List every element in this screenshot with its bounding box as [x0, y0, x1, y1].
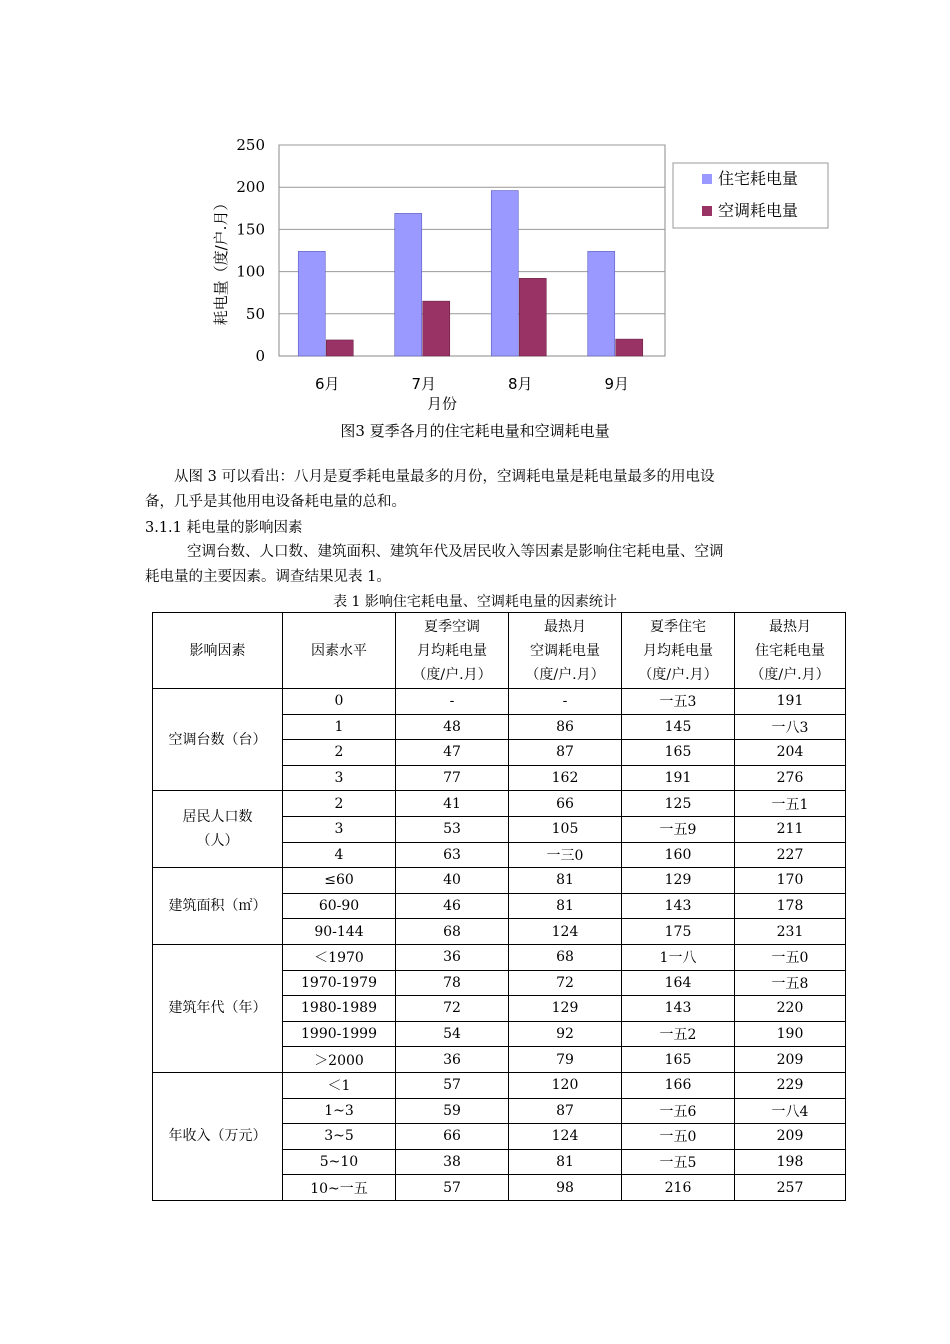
paragraph-2-line-2: 耗电量的主要因素。调查结果见表 1。	[145, 569, 391, 585]
table-cell: 143	[622, 893, 735, 919]
table-cell: 2	[283, 791, 396, 817]
table-cell: 81	[509, 868, 622, 894]
header-line: 月均耗电量	[643, 642, 713, 659]
table-cell: 165	[622, 740, 735, 766]
y-tick-label: 0	[255, 347, 265, 365]
table-cell: 63	[396, 842, 509, 868]
table-cell: 1一八	[622, 944, 735, 970]
x-tick-label: 7月	[411, 375, 437, 393]
legend-label: 住宅耗电量	[718, 169, 799, 188]
bar-residential	[491, 191, 518, 356]
table-cell: 36	[396, 944, 509, 970]
table-cell: 66	[396, 1124, 509, 1150]
bar-residential	[588, 251, 615, 356]
table-cell: 160	[622, 842, 735, 868]
table-header-cell	[283, 613, 396, 689]
table-cell: 124	[509, 919, 622, 945]
table-cell: 81	[509, 893, 622, 919]
table-cell: 一八3	[735, 714, 846, 740]
bar-chart-figure	[200, 130, 840, 410]
legend-swatch	[702, 206, 712, 216]
table-cell: 36	[396, 1047, 509, 1073]
table-cell: 143	[622, 996, 735, 1022]
table-cell: 231	[735, 919, 846, 945]
table-cell: 53	[396, 816, 509, 842]
header-line: 月均耗电量	[417, 642, 487, 659]
table-cell: 165	[622, 1047, 735, 1073]
table-cell: 一五6	[622, 1098, 735, 1124]
table-header-cell	[622, 613, 735, 689]
factor-cell	[153, 944, 283, 1072]
table-cell: 257	[735, 1175, 846, 1201]
table-cell: 125	[622, 791, 735, 817]
table-header-row	[153, 613, 846, 689]
y-axis-label: 耗电量（度/户.月）	[212, 195, 230, 326]
table-cell: 105	[509, 816, 622, 842]
table-cell: 81	[509, 1149, 622, 1175]
table-cell: 一八4	[735, 1098, 846, 1124]
table-cell: 164	[622, 970, 735, 996]
table-cell: ＜1970	[283, 944, 396, 970]
x-tick-label: 9月	[604, 375, 630, 393]
paragraph-2-line-1: 空调台数、人口数、建筑面积、建筑年代及居民收入等因素是影响住宅耗电量、空调	[187, 544, 724, 560]
y-tick-label: 100	[236, 262, 265, 281]
figure-caption: 图3 夏季各月的住宅耗电量和空调耗电量	[340, 422, 610, 440]
header-line: （度/户.月）	[750, 666, 830, 683]
table-cell: 120	[509, 1072, 622, 1098]
table-cell: 4	[283, 842, 396, 868]
table-cell: 一五5	[622, 1149, 735, 1175]
section-heading: 3.1.1 耗电量的影响因素	[145, 520, 303, 536]
factor-line: 建筑年代（年）	[168, 1000, 267, 1017]
header-line: 最热月	[769, 618, 811, 635]
table-cell: 一三0	[509, 842, 622, 868]
bar-residential	[298, 251, 325, 356]
table-cell: 一五0	[735, 944, 846, 970]
table-cell: 98	[509, 1175, 622, 1201]
table-cell: 170	[735, 868, 846, 894]
table-cell: 211	[735, 816, 846, 842]
bar-ac	[326, 340, 353, 356]
header-line: （度/户.月）	[525, 666, 605, 683]
table-cell: 86	[509, 714, 622, 740]
factor-table	[152, 612, 846, 1201]
table-cell: 191	[735, 689, 846, 715]
table-cell: 57	[396, 1175, 509, 1201]
factor-cell	[153, 689, 283, 791]
factor-line: 建筑面积（㎡）	[168, 898, 267, 915]
header-line: （度/户.月）	[638, 666, 718, 683]
table-cell: 41	[396, 791, 509, 817]
factor-line: （人）	[196, 833, 239, 850]
header-line: 影响因素	[189, 642, 246, 659]
table-header-cell	[509, 613, 622, 689]
header-line: 夏季空调	[424, 618, 480, 635]
header-line: 空调耗电量	[530, 642, 600, 659]
table-cell: 一五3	[622, 689, 735, 715]
table-cell: 1~3	[283, 1098, 396, 1124]
table-cell: 3~5	[283, 1124, 396, 1150]
paragraph-1-line-2: 备，几乎是其他用电设备耗电量的总和。	[145, 494, 406, 510]
table-cell: 129	[622, 868, 735, 894]
table-cell: 198	[735, 1149, 846, 1175]
header-line: （度/户.月）	[412, 666, 492, 683]
table-cell: 166	[622, 1072, 735, 1098]
bar-ac	[616, 339, 643, 356]
table-cell: 209	[735, 1047, 846, 1073]
table-cell: 1	[283, 714, 396, 740]
table-cell: 78	[396, 970, 509, 996]
table-cell: 87	[509, 740, 622, 766]
table-cell: 178	[735, 893, 846, 919]
header-line: 住宅耗电量	[755, 642, 825, 659]
table-cell: 1970-1979	[283, 970, 396, 996]
header-line: 最热月	[544, 618, 586, 635]
table-header-cell	[735, 613, 846, 689]
table-cell: ＜1	[283, 1072, 396, 1098]
table-cell: 145	[622, 714, 735, 740]
table-cell: 68	[509, 944, 622, 970]
legend-swatch	[702, 174, 712, 184]
table-cell: 72	[509, 970, 622, 996]
table-cell: ≤60	[283, 868, 396, 894]
factor-line: 空调台数（台）	[168, 731, 267, 748]
bar-chart	[200, 130, 840, 410]
table-cell: ＞2000	[283, 1047, 396, 1073]
table-cell: 92	[509, 1021, 622, 1047]
table-cell: 一五2	[622, 1021, 735, 1047]
table-cell: 66	[509, 791, 622, 817]
x-axis-label: 月份	[426, 395, 458, 410]
table-cell: -	[509, 689, 622, 715]
paragraph-2	[145, 540, 805, 590]
table-cell: 10~一五	[283, 1175, 396, 1201]
table-cell: 175	[622, 919, 735, 945]
table-cell: 46	[396, 893, 509, 919]
table-cell: 57	[396, 1072, 509, 1098]
y-tick-label: 250	[236, 136, 265, 154]
table-cell: 3	[283, 816, 396, 842]
table-cell: 47	[396, 740, 509, 766]
table-header-cell	[153, 613, 283, 689]
table-cell: 68	[396, 919, 509, 945]
table-cell: 216	[622, 1175, 735, 1201]
header-line: 因素水平	[311, 642, 367, 659]
legend-label: 空调耗电量	[718, 201, 799, 220]
table-cell: 一五8	[735, 970, 846, 996]
y-tick-label: 50	[245, 304, 265, 323]
paragraph-1-line-1: 从图 3 可以看出：八月是夏季耗电量最多的月份，空调耗电量是耗电量最多的用电设	[174, 469, 715, 485]
table-cell: 162	[509, 765, 622, 791]
table-cell: 79	[509, 1047, 622, 1073]
table-row	[153, 944, 846, 970]
table-row	[153, 1072, 846, 1098]
x-tick-label: 6月	[314, 375, 340, 393]
table-cell: 190	[735, 1021, 846, 1047]
bar-ac	[519, 278, 546, 356]
table-cell: 77	[396, 765, 509, 791]
table-cell: 209	[735, 1124, 846, 1150]
paragraph-1	[145, 465, 805, 515]
table-cell: 87	[509, 1098, 622, 1124]
table-cell: 72	[396, 996, 509, 1022]
table-header-cell	[396, 613, 509, 689]
table-cell: 48	[396, 714, 509, 740]
x-tick-label: 8月	[507, 375, 533, 393]
table-cell: 59	[396, 1098, 509, 1124]
table-cell: 276	[735, 765, 846, 791]
table-cell: 191	[622, 765, 735, 791]
table-cell: 5~10	[283, 1149, 396, 1175]
factor-line: 年收入（万元）	[168, 1128, 267, 1145]
table-row	[153, 791, 846, 817]
table-cell: 1990-1999	[283, 1021, 396, 1047]
table-cell: 220	[735, 996, 846, 1022]
table-caption: 表 1 影响住宅耗电量、空调耗电量的因素统计	[333, 594, 617, 610]
table-body	[153, 689, 846, 1201]
factor-cell	[153, 1072, 283, 1200]
factor-line: 居民人口数	[182, 809, 253, 826]
table-cell: 一五9	[622, 816, 735, 842]
table-row	[153, 689, 846, 715]
table-cell: 227	[735, 842, 846, 868]
table-cell: 0	[283, 689, 396, 715]
bar-ac	[423, 301, 450, 356]
factor-cell	[153, 868, 283, 945]
table-cell: 3	[283, 765, 396, 791]
table-cell: 2	[283, 740, 396, 766]
table-cell: -	[396, 689, 509, 715]
table-cell: 38	[396, 1149, 509, 1175]
table-cell: 229	[735, 1072, 846, 1098]
table-cell: 一五0	[622, 1124, 735, 1150]
table-cell: 1980-1989	[283, 996, 396, 1022]
y-tick-label: 150	[236, 220, 265, 239]
table-cell: 129	[509, 996, 622, 1022]
table-cell: 一五1	[735, 791, 846, 817]
table-cell: 60-90	[283, 893, 396, 919]
table-cell: 40	[396, 868, 509, 894]
table-row	[153, 868, 846, 894]
table-cell: 204	[735, 740, 846, 766]
header-line: 夏季住宅	[650, 618, 706, 635]
factor-cell	[153, 791, 283, 868]
table-cell: 90-144	[283, 919, 396, 945]
table-cell: 124	[509, 1124, 622, 1150]
table-cell: 54	[396, 1021, 509, 1047]
y-tick-label: 200	[236, 178, 265, 197]
bar-residential	[395, 213, 422, 356]
